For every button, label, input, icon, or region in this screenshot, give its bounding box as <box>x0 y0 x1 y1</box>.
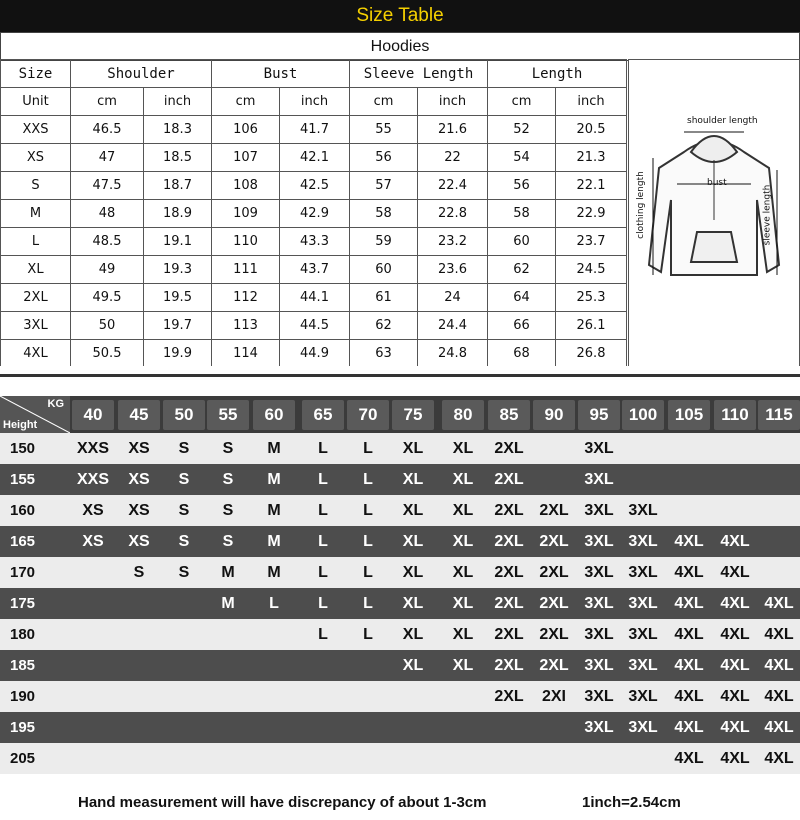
size-recommendation: 4XL <box>764 749 794 767</box>
size-recommendation: 2XL <box>539 532 569 550</box>
measurement-cell: 52 <box>488 116 556 144</box>
chart-row <box>0 712 800 743</box>
size-table-row <box>1 172 627 200</box>
unit-cell: cm <box>350 88 418 116</box>
height-label: 170 <box>10 564 36 581</box>
size-recommendation: S <box>222 439 234 457</box>
size-label: XL <box>1 256 71 284</box>
measurement-cell: 106 <box>212 116 280 144</box>
measurement-cell: 18.9 <box>144 200 212 228</box>
weight-header-cell: 105 <box>668 400 710 430</box>
unit-cell: inch <box>280 88 350 116</box>
measurement-cell: 49 <box>71 256 144 284</box>
corner-height-label: Height <box>3 419 38 431</box>
measurement-cell: 43.3 <box>280 228 350 256</box>
size-recommendation: XL <box>452 532 474 550</box>
size-recommendation: XL <box>402 470 424 488</box>
size-recommendation: 4XL <box>674 656 704 674</box>
measurement-cell: 19.3 <box>144 256 212 284</box>
size-recommendation: 4XL <box>720 718 750 736</box>
size-recommendation: L <box>363 501 373 519</box>
unit-cell: inch <box>556 88 627 116</box>
measurement-cell: 48 <box>71 200 144 228</box>
measurement-cell: 62 <box>488 256 556 284</box>
height-label: 155 <box>10 471 36 488</box>
measurement-cell: 24.5 <box>556 256 627 284</box>
measurement-cell: 22.9 <box>556 200 627 228</box>
product-subtitle <box>0 32 800 61</box>
unit-cell: cm <box>488 88 556 116</box>
measurement-cell: 22.4 <box>418 172 488 200</box>
size-recommendation: 2XL <box>539 563 569 581</box>
size-recommendation: 2XL <box>539 656 569 674</box>
size-recommendation: XS <box>82 532 104 550</box>
measurement-cell: 58 <box>488 200 556 228</box>
measurement-cell: 60 <box>488 228 556 256</box>
measurement-cell: 41.7 <box>280 116 350 144</box>
measurement-cell: 59 <box>350 228 418 256</box>
measurement-cell: 18.7 <box>144 172 212 200</box>
size-recommendation: 4XL <box>764 594 794 612</box>
corner-kg-label: KG <box>47 398 64 410</box>
corner-cell <box>0 396 70 433</box>
size-recommendation: XS <box>82 501 104 519</box>
measurement-cell: 24.4 <box>418 312 488 340</box>
size-recommendation: XS <box>128 532 150 550</box>
size-recommendation: XL <box>452 501 474 519</box>
measurement-cell: 61 <box>350 284 418 312</box>
measurement-cell: 44.1 <box>280 284 350 312</box>
size-recommendation: XL <box>452 563 474 581</box>
size-recommendation: 2XL <box>494 501 524 519</box>
size-recommendation: L <box>363 439 373 457</box>
size-recommendation: L <box>363 563 373 581</box>
measurement-cell: 107 <box>212 144 280 172</box>
measurement-cell: 26.1 <box>556 312 627 340</box>
chart-row <box>0 681 800 712</box>
height-label: 185 <box>10 657 36 674</box>
header-size: Size <box>1 60 71 88</box>
size-label: L <box>1 228 71 256</box>
measurement-cell: 48.5 <box>71 228 144 256</box>
measurement-note: Hand measurement will have discrepancy of about 1-3cm <box>78 794 487 811</box>
size-recommendation: XL <box>402 563 424 581</box>
size-recommendation: XL <box>452 625 474 643</box>
size-table-unit-row <box>1 88 627 116</box>
size-recommendation: 4XL <box>720 687 750 705</box>
size-recommendation: L <box>363 594 373 612</box>
measurement-cell: 23.6 <box>418 256 488 284</box>
size-recommendation: L <box>318 532 328 550</box>
chart-row <box>0 526 800 557</box>
measurement-cell: 58 <box>350 200 418 228</box>
weight-header-cell: 90 <box>533 400 575 430</box>
size-label: S <box>1 172 71 200</box>
size-recommendation: 3XL <box>628 594 658 612</box>
measurement-cell: 42.9 <box>280 200 350 228</box>
height-label: 205 <box>10 750 36 767</box>
size-label: M <box>1 200 71 228</box>
weight-header-cell: 85 <box>488 400 530 430</box>
height-label: 165 <box>10 533 36 550</box>
size-table-header-row <box>1 60 627 88</box>
size-recommendation: 3XL <box>628 718 658 736</box>
size-recommendation: XL <box>402 594 424 612</box>
size-label: 2XL <box>1 284 71 312</box>
size-recommendation: 4XL <box>720 563 750 581</box>
size-recommendation: M <box>267 532 281 550</box>
chart-row <box>0 495 800 526</box>
size-recommendation: 3XL <box>628 687 658 705</box>
height-label: 160 <box>10 502 36 519</box>
measurement-cell: 22 <box>418 144 488 172</box>
height-label: 175 <box>10 595 36 612</box>
measurement-cell: 44.5 <box>280 312 350 340</box>
size-recommendation: 4XL <box>674 563 704 581</box>
size-recommendation: L <box>269 594 279 612</box>
size-table-row <box>1 340 627 368</box>
size-recommendation: S <box>222 470 234 488</box>
weight-header-cell: 40 <box>72 400 114 430</box>
measurement-cell: 42.5 <box>280 172 350 200</box>
size-recommendation: XL <box>452 439 474 457</box>
size-recommendation: M <box>267 470 281 488</box>
weight-header-cell: 95 <box>578 400 620 430</box>
size-recommendation: 4XL <box>764 625 794 643</box>
height-label: 150 <box>10 440 36 457</box>
measurement-cell: 24.8 <box>418 340 488 368</box>
height-label: 190 <box>10 688 36 705</box>
measurement-cell: 24 <box>418 284 488 312</box>
page-title <box>0 0 800 32</box>
measurement-cell: 60 <box>350 256 418 284</box>
size-recommendation: 3XL <box>584 501 614 519</box>
weight-header-cell: 45 <box>118 400 160 430</box>
size-recommendation: 3XL <box>584 718 614 736</box>
size-recommendation: L <box>318 563 328 581</box>
measurement-cell: 47 <box>71 144 144 172</box>
size-recommendation: 4XL <box>764 687 794 705</box>
size-recommendation: 3XL <box>628 532 658 550</box>
size-recommendation: 4XL <box>764 656 794 674</box>
size-recommendation: S <box>178 501 190 519</box>
measurement-cell: 22.1 <box>556 172 627 200</box>
measurement-cell: 68 <box>488 340 556 368</box>
header-bust: Bust <box>212 60 350 88</box>
size-recommendation: XS <box>128 501 150 519</box>
size-recommendation: M <box>267 501 281 519</box>
unit-cell: cm <box>212 88 280 116</box>
chart-row <box>0 464 800 495</box>
size-recommendation: L <box>363 625 373 643</box>
size-recommendation: 2XL <box>539 594 569 612</box>
measurement-cell: 66 <box>488 312 556 340</box>
size-recommendation: 4XL <box>674 718 704 736</box>
measurement-cell: 56 <box>350 144 418 172</box>
size-recommendation: XL <box>452 656 474 674</box>
size-recommendation: XL <box>452 594 474 612</box>
measurement-cell: 20.5 <box>556 116 627 144</box>
size-table-row <box>1 312 627 340</box>
measurement-cell: 21.3 <box>556 144 627 172</box>
measurement-cell: 26.8 <box>556 340 627 368</box>
measurement-cell: 113 <box>212 312 280 340</box>
size-recommendation: 2XI <box>541 687 566 705</box>
measurement-cell: 43.7 <box>280 256 350 284</box>
size-recommendation: L <box>318 594 328 612</box>
size-recommendation: S <box>178 470 190 488</box>
size-recommendation: 2XL <box>494 439 524 457</box>
size-label: XXS <box>1 116 71 144</box>
measurement-cell: 18.5 <box>144 144 212 172</box>
size-recommendation: 4XL <box>674 594 704 612</box>
size-recommendation: XL <box>402 501 424 519</box>
size-recommendation: L <box>363 470 373 488</box>
size-label: XS <box>1 144 71 172</box>
size-recommendation: 2XL <box>539 625 569 643</box>
subtitle-text: Hoodies <box>370 37 430 55</box>
size-recommendation: 3XL <box>584 625 614 643</box>
header-shoulder: Shoulder <box>71 60 212 88</box>
weight-header-cell: 100 <box>622 400 664 430</box>
size-table-row <box>1 228 627 256</box>
measurement-cell: 49.5 <box>71 284 144 312</box>
measurement-cell: 50 <box>71 312 144 340</box>
size-recommendation: S <box>222 501 234 519</box>
size-recommendation: M <box>267 563 281 581</box>
weight-header-row <box>0 396 800 433</box>
measurement-cell: 23.2 <box>418 228 488 256</box>
label-bust: bust <box>707 178 727 188</box>
header-sleeve-length: Sleeve Length <box>350 60 488 88</box>
size-recommendation: 3XL <box>584 470 614 488</box>
size-label: 3XL <box>1 312 71 340</box>
unit-conversion: 1inch=2.54cm <box>582 794 681 811</box>
weight-header-cell: 50 <box>163 400 205 430</box>
size-table-row <box>1 200 627 228</box>
size-recommendation: XXS <box>76 439 109 457</box>
measurement-cell: 64 <box>488 284 556 312</box>
size-recommendation: 3XL <box>584 532 614 550</box>
size-recommendation: S <box>178 532 190 550</box>
size-recommendation: 3XL <box>584 656 614 674</box>
size-recommendation: 4XL <box>674 687 704 705</box>
measurement-cell: 22.8 <box>418 200 488 228</box>
measurement-cell: 112 <box>212 284 280 312</box>
title-text: Size Table <box>356 5 444 26</box>
measurement-cell: 18.3 <box>144 116 212 144</box>
chart-row <box>0 557 800 588</box>
label-shoulder-length: shoulder length <box>687 116 758 126</box>
size-recommendation: S <box>178 563 190 581</box>
measurement-cell: 110 <box>212 228 280 256</box>
size-recommendation: L <box>318 439 328 457</box>
size-recommendation: XL <box>402 439 424 457</box>
measurement-cell: 46.5 <box>71 116 144 144</box>
weight-header-cell: 65 <box>302 400 344 430</box>
weight-header-cell: 75 <box>392 400 434 430</box>
chart-row <box>0 619 800 650</box>
measurement-cell: 19.7 <box>144 312 212 340</box>
measurement-cell: 54 <box>488 144 556 172</box>
size-recommendation: 4XL <box>720 532 750 550</box>
measurement-cell: 23.7 <box>556 228 627 256</box>
measurement-cell: 25.3 <box>556 284 627 312</box>
measurement-cell: 19.9 <box>144 340 212 368</box>
size-recommendation: XL <box>452 470 474 488</box>
size-recommendation: 4XL <box>720 594 750 612</box>
size-recommendation: L <box>363 532 373 550</box>
label-clothing-length: clothing length <box>635 171 646 239</box>
footer <box>0 790 800 818</box>
header-length: Length <box>488 60 627 88</box>
size-recommendation: 3XL <box>584 594 614 612</box>
size-recommendation: 2XL <box>494 532 524 550</box>
unit-cell: cm <box>71 88 144 116</box>
unit-cell: inch <box>418 88 488 116</box>
size-recommendation: L <box>318 625 328 643</box>
size-recommendation: XL <box>402 532 424 550</box>
weight-header-cell: 70 <box>347 400 389 430</box>
size-recommendation: 4XL <box>720 656 750 674</box>
measurement-cell: 21.6 <box>418 116 488 144</box>
hoodie-icon <box>629 60 799 366</box>
size-recommendation: 2XL <box>494 563 524 581</box>
size-recommendation: M <box>221 594 235 612</box>
measurement-cell: 55 <box>350 116 418 144</box>
measurement-cell: 19.5 <box>144 284 212 312</box>
hoodie-diagram <box>628 59 800 367</box>
weight-header-cell: 55 <box>207 400 249 430</box>
size-recommendation: 2XL <box>494 470 524 488</box>
measurement-cell: 42.1 <box>280 144 350 172</box>
weight-header-cell: 115 <box>758 400 800 430</box>
size-recommendation: 4XL <box>764 718 794 736</box>
measurement-cell: 50.5 <box>71 340 144 368</box>
size-recommendation: 4XL <box>720 749 750 767</box>
measurement-cell: 108 <box>212 172 280 200</box>
size-recommendation: XL <box>402 625 424 643</box>
weight-header-cell: 110 <box>714 400 756 430</box>
measurement-cell: 114 <box>212 340 280 368</box>
measurement-cell: 109 <box>212 200 280 228</box>
unit-cell: inch <box>144 88 212 116</box>
measurement-cell: 56 <box>488 172 556 200</box>
size-recommendation: M <box>267 439 281 457</box>
unit-label: Unit <box>1 88 71 116</box>
size-recommendation: 4XL <box>674 625 704 643</box>
measurement-cell: 44.9 <box>280 340 350 368</box>
size-recommendation: 2XL <box>494 656 524 674</box>
size-recommendation: S <box>133 563 145 581</box>
size-table <box>0 59 627 368</box>
size-recommendation: XS <box>128 439 150 457</box>
weight-header-cell: 80 <box>442 400 484 430</box>
size-table-row <box>1 116 627 144</box>
measurement-cell: 19.1 <box>144 228 212 256</box>
size-recommendation: 3XL <box>584 563 614 581</box>
size-table-row <box>1 256 627 284</box>
height-label: 195 <box>10 719 36 736</box>
size-recommendation: 3XL <box>584 439 614 457</box>
measurement-cell: 111 <box>212 256 280 284</box>
size-recommendation: S <box>178 439 190 457</box>
size-label: 4XL <box>1 340 71 368</box>
size-recommendation: L <box>318 501 328 519</box>
size-table-row <box>1 144 627 172</box>
size-recommendation: 2XL <box>494 625 524 643</box>
size-recommendation: 3XL <box>628 501 658 519</box>
measurement-cell: 57 <box>350 172 418 200</box>
size-recommendation: 4XL <box>674 749 704 767</box>
size-table-row <box>1 284 627 312</box>
weight-header-cell: 60 <box>253 400 295 430</box>
size-recommendation: 2XL <box>494 594 524 612</box>
size-recommendation: 3XL <box>628 625 658 643</box>
size-recommendation: 4XL <box>674 532 704 550</box>
chart-row <box>0 433 800 464</box>
size-recommendation: 3XL <box>584 687 614 705</box>
size-recommendation: 3XL <box>628 656 658 674</box>
size-recommendation: 2XL <box>494 687 524 705</box>
height-label: 180 <box>10 626 36 643</box>
measurement-cell: 62 <box>350 312 418 340</box>
chart-row <box>0 588 800 619</box>
measurement-cell: 63 <box>350 340 418 368</box>
section-divider <box>0 374 800 377</box>
size-recommendation: 4XL <box>720 625 750 643</box>
size-recommendation: L <box>318 470 328 488</box>
size-recommendation: XL <box>402 656 424 674</box>
label-sleeve-length: sleeve length <box>762 184 773 246</box>
size-recommendation: XXS <box>76 470 109 488</box>
size-recommendation: S <box>222 532 234 550</box>
chart-row <box>0 650 800 681</box>
size-recommendation: XS <box>128 470 150 488</box>
size-recommendation: 3XL <box>628 563 658 581</box>
size-recommendation: M <box>221 563 235 581</box>
size-recommendation: 2XL <box>539 501 569 519</box>
height-weight-chart <box>0 396 800 774</box>
measurement-cell: 47.5 <box>71 172 144 200</box>
chart-row <box>0 743 800 774</box>
